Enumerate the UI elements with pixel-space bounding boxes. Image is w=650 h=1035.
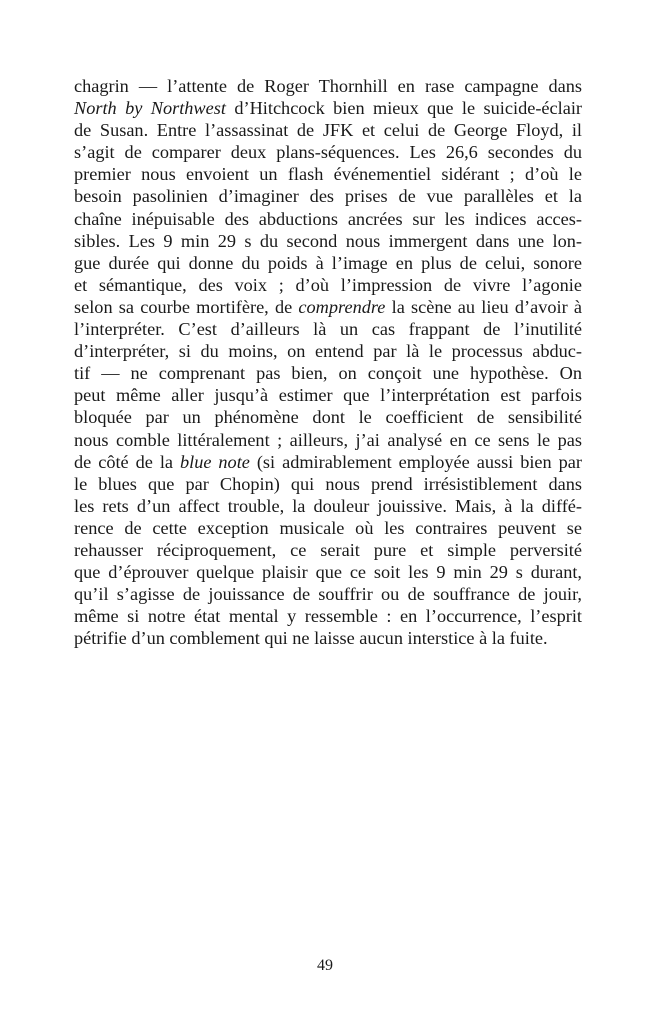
text-segment: qu’il s’agisse de jouissance de souffrir ou de souffrance de jouir, [74, 584, 582, 605]
text-line [74, 274, 582, 296]
text-segment: premier nous envoient un flash événementiel sidérant ; d’où le [74, 164, 582, 185]
text-segment: s’agit de comparer deux plans-séquences. Les 26,6 secondes du [74, 142, 582, 163]
text-segment: la scène au lieu d’avoir à [385, 296, 582, 317]
text-line [74, 473, 582, 495]
text-segment: même si notre état mental y ressemble : en l’occurrence, l’esprit [74, 606, 582, 627]
text-segment: d’interpréter, si du moins, on entend par là le processus abduc- [74, 341, 582, 362]
text-segment: tif — ne comprenant pas bien, on conçoit une hypothèse. On [74, 363, 582, 384]
text-segment: le blues que par Chopin) qui nous prend irrésistiblement dans [74, 473, 582, 494]
text-segment: pétrifie d’un comblement qui ne laisse aucun interstice à la fuite. [74, 628, 548, 649]
text-segment: l’interpréter. C’est d’ailleurs là un cas frappant de l’inutilité [74, 319, 582, 340]
text-segment: de Susan. Entre l’assassinat de JFK et celui de George Floyd, il [74, 120, 582, 141]
text-segment: les rets d’un affect trouble, la douleur jouissive. Mais, à la diffé- [74, 495, 582, 516]
text-line [74, 185, 582, 207]
text-line [74, 406, 582, 428]
text-segment: nous comble littéralement ; ailleurs, j’ai analysé en ce sens le pas [74, 429, 582, 450]
text-line [74, 230, 582, 252]
text-segment: chaîne inépuisable des abductions ancrées sur les indices acces- [74, 208, 582, 229]
text-line [74, 97, 582, 119]
text-segment: (si admirablement employée aussi bien par [249, 451, 582, 472]
text-line [74, 627, 582, 649]
text-line [74, 517, 582, 539]
text-line [74, 75, 582, 97]
text-line [74, 208, 582, 230]
italic-title: North by Northwest [74, 98, 226, 119]
text-segment: rence de cette exception musicale où les contraires peuvent se [74, 517, 582, 538]
text-line [74, 119, 582, 141]
text-line [74, 451, 582, 473]
text-segment: d’Hitchcock bien mieux que le suicide-éclair [225, 98, 583, 119]
text-segment: rehausser réciproquement, ce serait pure et simple perversité [74, 539, 582, 560]
text-segment: selon sa courbe mortifère, de [74, 296, 299, 317]
text-line [74, 163, 582, 185]
text-line [74, 318, 582, 340]
text-segment: et sémantique, des voix ; d’où l’impression de vivre l’agonie [74, 274, 582, 295]
text-line [74, 362, 582, 384]
text-line [74, 141, 582, 163]
text-segment: besoin pasolinien d’imaginer des prises de vue parallèles et la [74, 186, 582, 207]
text-line [74, 252, 582, 274]
text-line [74, 495, 582, 517]
text-segment: que d’éprouver quelque plaisir que ce soit les 9 min 29 s durant, [74, 562, 582, 583]
body-paragraph [74, 75, 582, 649]
text-segment: peut même aller jusqu’à estimer que l’interprétation est parfois [74, 385, 582, 406]
text-line [74, 605, 582, 627]
text-segment: chagrin — l’attente de Roger Thornhill en rase campagne dans [74, 76, 582, 96]
text-line [74, 384, 582, 406]
text-line [74, 429, 582, 451]
text-line [74, 340, 582, 362]
italic-title: blue note [179, 451, 250, 472]
text-line [74, 561, 582, 583]
text-line [74, 583, 582, 605]
text-segment: sibles. Les 9 min 29 s du second nous immergent dans une lon- [74, 230, 582, 251]
page-number: 49 [317, 957, 333, 974]
text-line [74, 539, 582, 561]
text-segment: gue durée qui donne du poids à l’image en plus de celui, sonore [74, 252, 582, 273]
text-line [74, 296, 582, 318]
italic-title: comprendre [298, 296, 386, 317]
text-segment: de côté de la [74, 451, 180, 472]
text-segment: bloquée par un phénomène dont le coefficient de sensibilité [74, 407, 582, 428]
